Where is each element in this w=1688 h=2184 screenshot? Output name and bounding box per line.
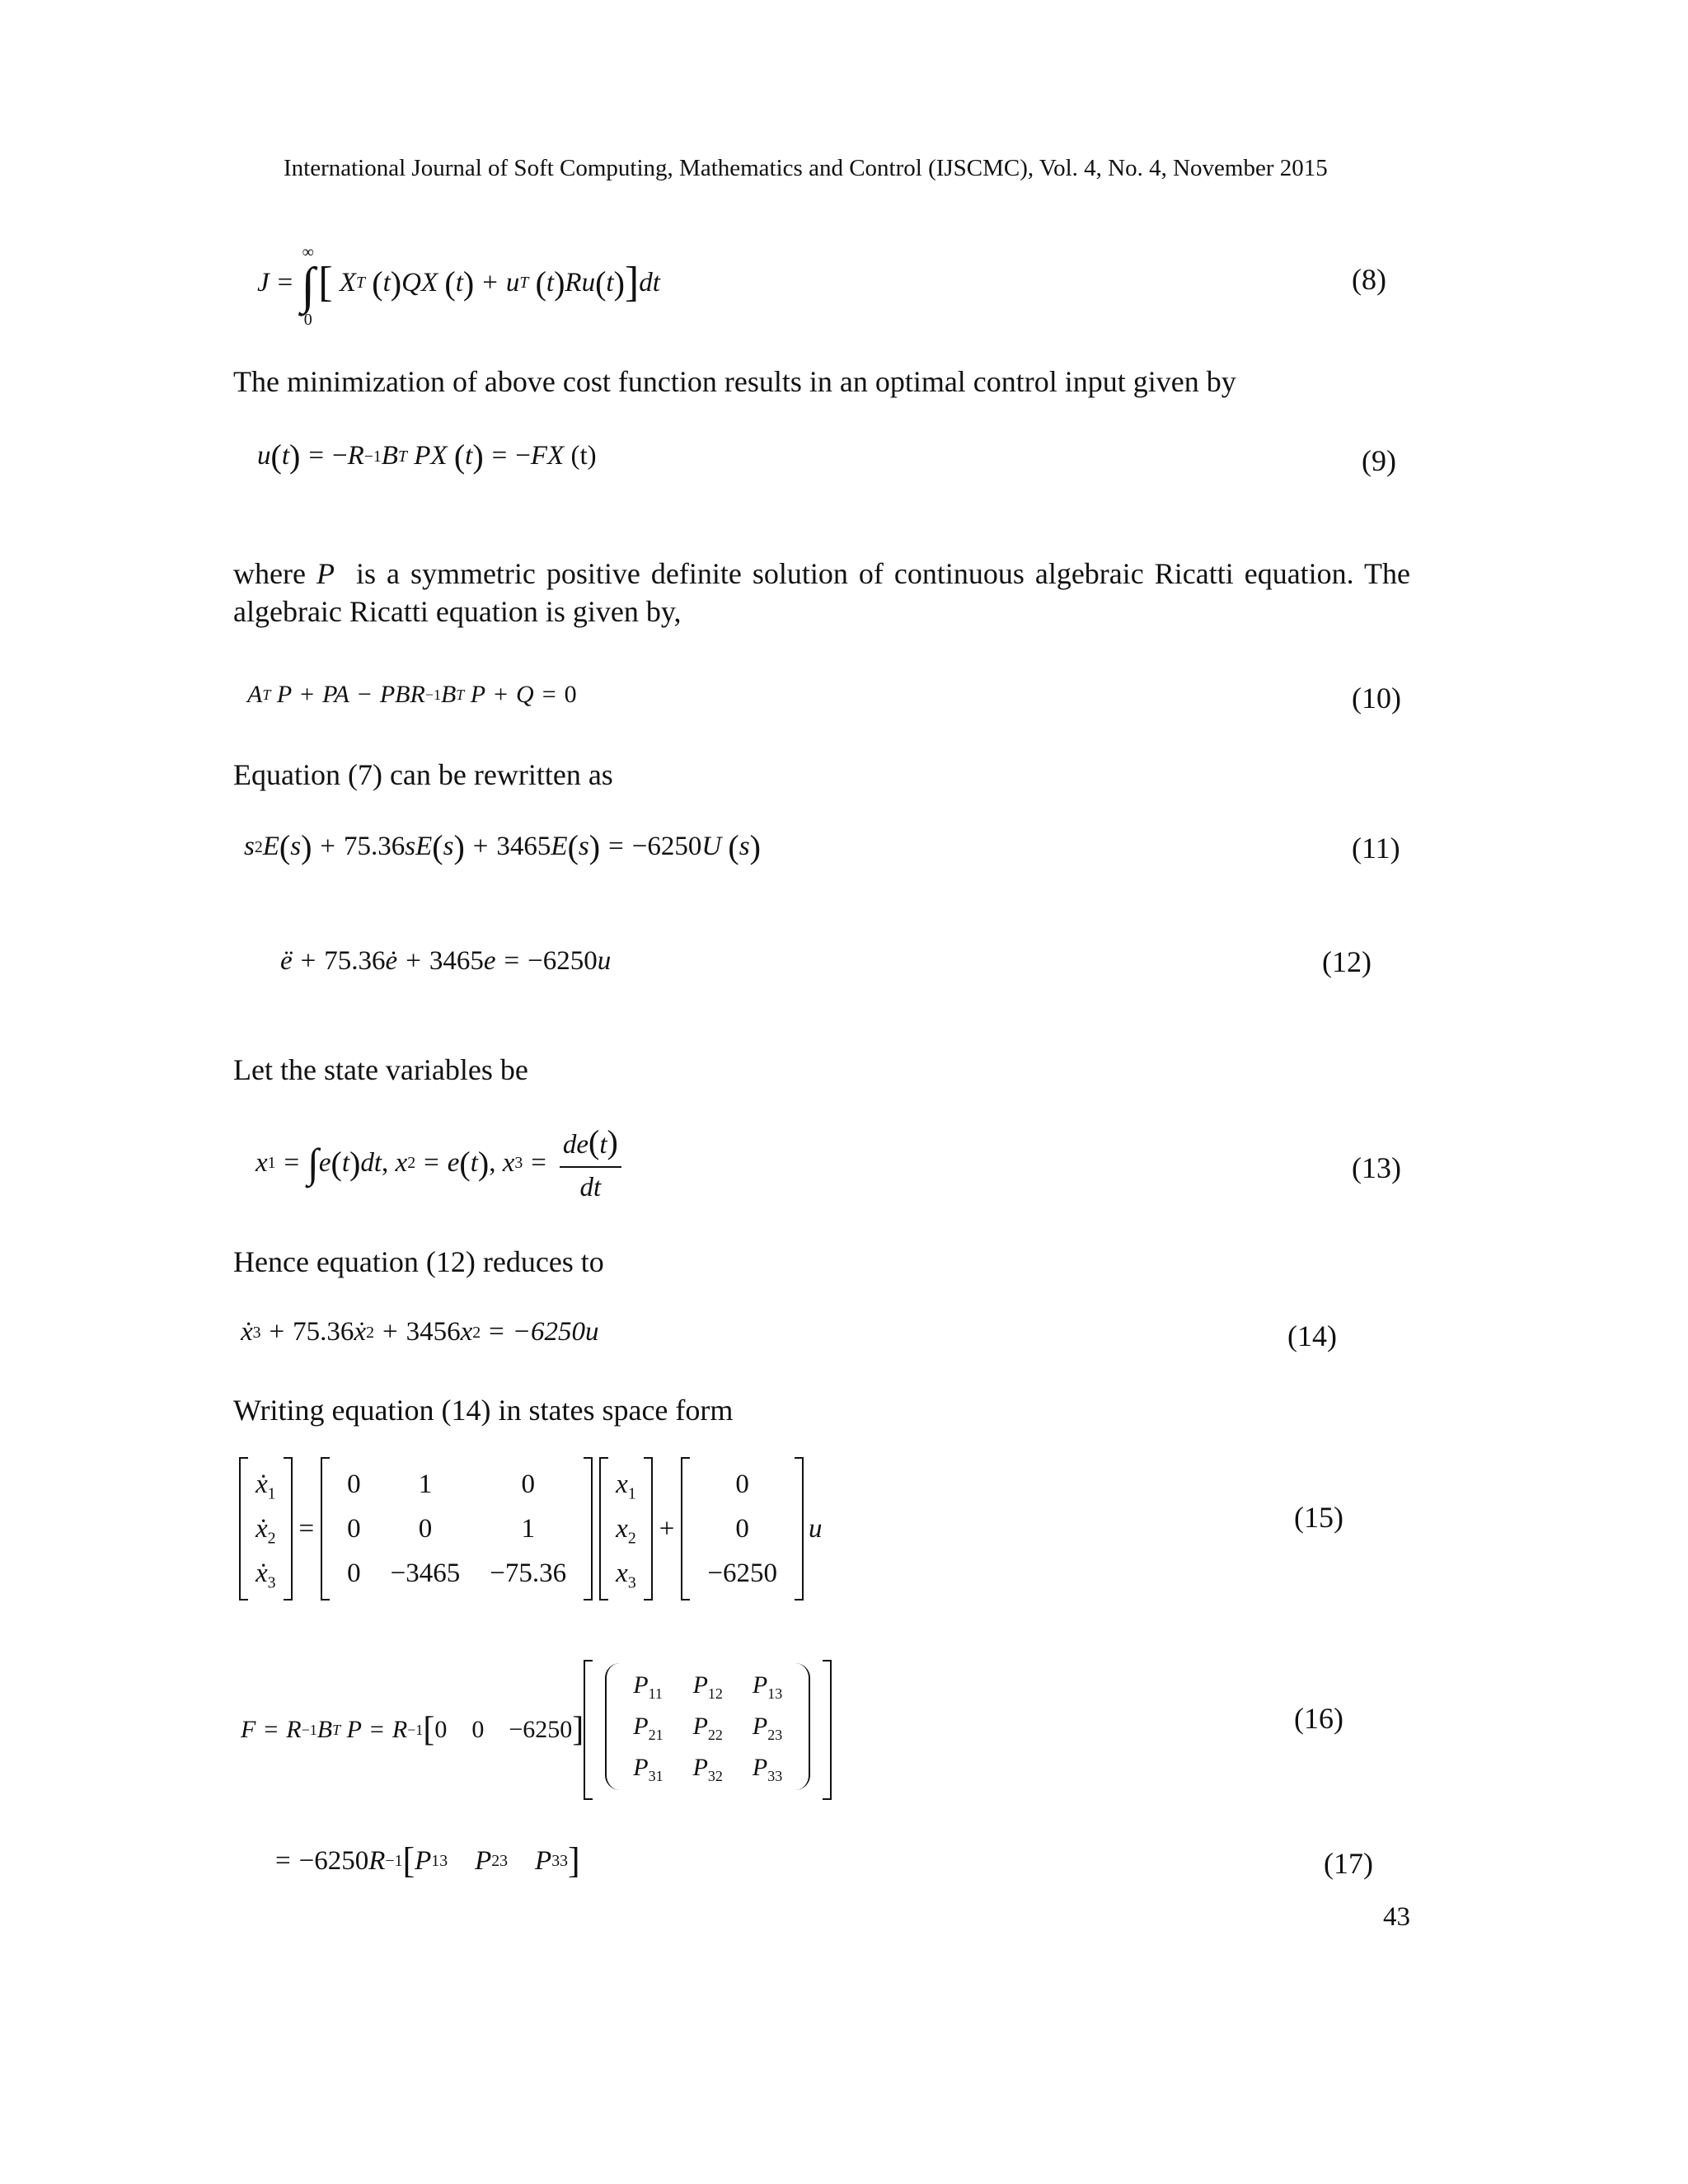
eq14-coef-2: 3456 (406, 1317, 461, 1347)
equation-number-12: (12) (1322, 945, 1372, 978)
matrix-b-cell: −6250 (707, 1558, 777, 1588)
system-matrix-a (321, 1457, 593, 1601)
eq14-coef-1: 75.36 (293, 1317, 354, 1347)
paragraph-ricatti (233, 555, 1410, 630)
equation-number-17: (17) (1324, 1847, 1373, 1880)
equation-13: x 1 = ∫ e ( t ) dt , x 2 = e ( t ) , x 3 = $\frac{de(t)}{dt}$ (256, 1122, 626, 1203)
equation-17: = −6250 R −1 [ P 13 P 23 P 33 ] (275, 1840, 580, 1881)
matrix-a-cell: 0 (418, 1514, 433, 1544)
equation-16: F = R −1 B T P = R −1 [ 0 0 −6250 ] $P_{11}$ $P_{12}$ $P_{13}$ $P_{21}$ $P_{22}$ $P_{23}$ $P_{31}$ $P_{32}$ $P_{33}$ (241, 1660, 832, 1800)
page-number: 43 (1383, 1902, 1410, 1932)
matrix-a-cell: 1 (521, 1514, 535, 1544)
equation-number-9: (9) (1362, 444, 1396, 477)
state-derivative-vector: ẋ$_1$ ẋ$_2$ ẋ$_3$ (239, 1457, 293, 1601)
equation-14: ẋ 3 + 75.36 ẋ 2 + 3456 x 2 = −6250u (241, 1317, 599, 1347)
matrix-a-cell: 0 (347, 1558, 361, 1588)
eq16-row-vector: 0 0 −6250 (434, 1716, 573, 1743)
equation-11: s 2 E ( s ) + 75.36 sE ( s ) + 3465 E ( s ) = −6250 U ( s ) (244, 828, 761, 865)
paragraph-ricatti-rest: is a symmetric positive definite solution of continuous algebraic Ricatti equation. The algebraic Ricatti equation is given by, (233, 557, 1410, 628)
equation-9: u ( t ) = − R −1 B T PX ( t ) = − FX (t) (257, 438, 597, 475)
eq14-rhs: −6250u (512, 1317, 599, 1347)
equation-8: J = ∞ ∫ 0 [ X T ( t ) QX ( t ) + u T ( t ) Ru ( t ) ] dt (257, 243, 660, 329)
equation-number-15: (15) (1294, 1501, 1343, 1534)
paragraph-ricatti-prefix: where (233, 557, 306, 590)
paragraph-optimal-control: The minimization of above cost function results in an optimal control input given by (233, 365, 1236, 398)
variable-p: P (316, 557, 335, 590)
eq17-coefficient: −6250 (298, 1845, 369, 1876)
derivative-fraction: $\frac{de(t)}{dt}$ (560, 1122, 621, 1203)
paragraph-state-space: Writing equation (14) in states space form (233, 1394, 734, 1427)
equation-number-16: (16) (1294, 1702, 1343, 1735)
equation-10: A T P + PA − PBR −1 B T P + Q = 0 (247, 681, 577, 708)
matrix-b-cell: 0 (735, 1514, 749, 1544)
equation-number-11: (11) (1352, 832, 1400, 865)
equation-number-10: (10) (1352, 682, 1401, 715)
state-vector: $x_1$ $x_2$ $x_3$ (599, 1457, 653, 1601)
integral-symbol: ∞ ∫ 0 (301, 243, 316, 329)
paragraph-state-variables: Let the state variables be (233, 1053, 528, 1086)
paragraph-reduces: Hence equation (12) reduces to (233, 1245, 604, 1278)
paragraph-rewritten: Equation (7) can be rewritten as (233, 758, 613, 791)
equation-12: ë + 75.36 ė + 3465 e = −6250 u (280, 946, 612, 976)
matrix-p: $P_{11}$ $P_{12}$ $P_{13}$ $P_{21}$ $P_{22}$ $P_{23}$ $P_{31}$ $P_{32}$ $P_{33}$ (584, 1660, 832, 1800)
matrix-a-cell: 0 (347, 1469, 361, 1499)
matrix-a-cell: 0 (347, 1514, 361, 1544)
matrix-a-cell: −75.36 (490, 1558, 567, 1588)
equation-number-13: (13) (1352, 1151, 1401, 1184)
equation-number-14: (14) (1287, 1319, 1337, 1352)
equation-15: ẋ$_1$ ẋ$_2$ ẋ$_3$ = 0 1 0 0 0 1 0 −3465 −75.36 $x_1$ $x_2$ $x_3$ + 0 0 −6250 u (236, 1457, 822, 1601)
equation-number-8: (8) (1352, 263, 1386, 296)
input-matrix-b (681, 1457, 804, 1601)
matrix-a-cell: 0 (521, 1469, 535, 1499)
matrix-a-cell: 1 (418, 1469, 433, 1499)
journal-header: International Journal of Soft Computing, Mathematics and Control (IJSCMC), Vol. 4, No. 4, November 2015 (284, 155, 1328, 181)
matrix-b-cell: 0 (735, 1469, 749, 1499)
matrix-a-cell: −3465 (390, 1558, 461, 1588)
